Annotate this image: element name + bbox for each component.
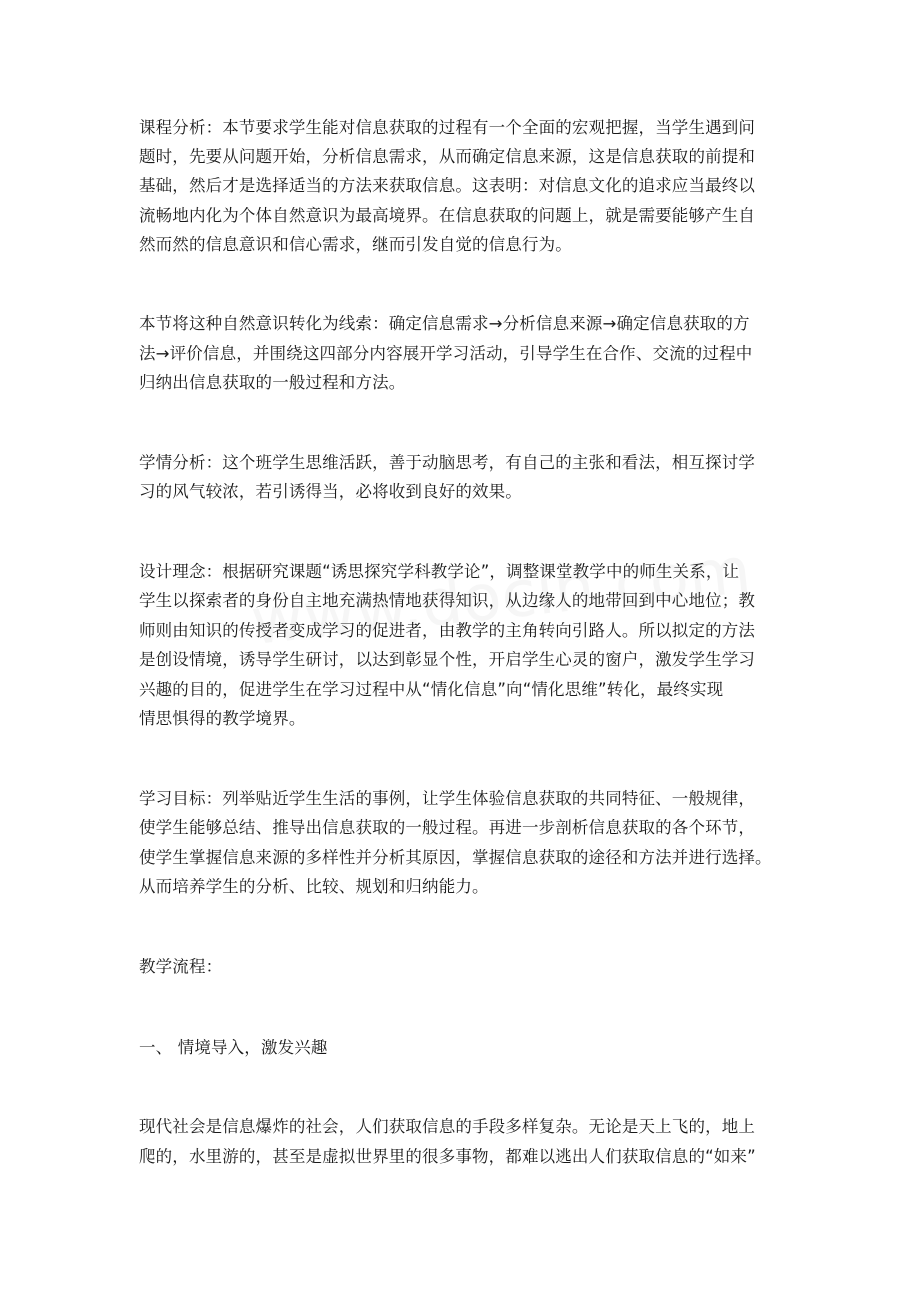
text-line: 题时，先要从问题开始，分析信息需求，从而确定信息来源，这是信息获取的前提和 [139, 147, 756, 166]
text-line: 然而然的信息意识和信心需求，继而引发自觉的信息行为。 [139, 235, 572, 254]
text-line: 基础，然后才是选择适当的方法来获取信息。这表明：对信息文化的追求应当最终以 [139, 176, 756, 195]
text-line: 学生以探索者的身份自主地充满热情地获得知识，从边缘人的地带回到中心地位；教 [139, 591, 756, 610]
section-heading-teaching-process: 教学流程： [139, 957, 223, 976]
text-line: 师则由知识的传授者变成学习的促进者，由教学的主角转向引路人。所以拟定的方法 [139, 621, 756, 640]
text-line: 兴趣的目的，促进学生在学习过程中从“情化信息”向“情化思维”转化，最终实现 [139, 680, 724, 699]
text-line: 从而培养学生的分析、比较、规划和归纳能力。 [139, 877, 489, 896]
text-line: 学情分析：这个班学生思维活跃，善于动脑思考，有自己的主张和看法，相互探讨学 [139, 453, 756, 472]
text-line: 流畅地内化为个体自然意识为最高境界。在信息获取的问题上，就是需要能够产生自 [139, 206, 756, 225]
text-line: 法→评价信息，并围绕这四部分内容展开学习活动，引导学生在合作、交流的过程中 [139, 344, 753, 363]
text-line: 归纳出信息获取的一般过程和方法。 [139, 373, 406, 392]
text-line: 课程分析：本节要求学生能对信息获取的过程有一个全面的宏观把握，当学生遇到问 [139, 118, 756, 137]
text-line: 现代社会是信息爆炸的社会，人们获取信息的手段多样复杂。无论是天上飞的，地上 [139, 1117, 756, 1136]
text-line: 习的风气较浓，若引诱得当，必将收到良好的效果。 [139, 482, 522, 501]
text-line: 设计理念：根据研究课题“诱思探究学科教学论”，调整课堂教学中的师生关系，让 [139, 562, 740, 581]
text-line: 学习目标：列举贴近学生生活的事例，让学生体验信息获取的共同特征、一般规律， [139, 789, 756, 808]
text-line: 爬的，水里游的，甚至是虚拟世界里的很多事物，都难以逃出人们获取信息的“如来” [139, 1147, 756, 1166]
section-heading-step-one: 一、 情境导入，激发兴趣 [139, 1038, 328, 1057]
text-line: 是创设情境，诱导学生研讨，以达到彰显个性，开启学生心灵的窗户，激发学生学习 [139, 650, 756, 669]
text-line: 使学生掌握信息来源的多样性并分析其原因，掌握信息获取的途径和方法并进行选择。 [139, 848, 772, 867]
text-line: 使学生能够总结、推导出信息获取的一般过程。再进一步剖析信息获取的各个环节， [139, 818, 756, 837]
text-line: 本节将这种自然意识转化为线索：确定信息需求→分析信息来源→确定信息获取的方 [139, 314, 750, 333]
text-line: 情思惧得的教学境界。 [139, 709, 306, 728]
